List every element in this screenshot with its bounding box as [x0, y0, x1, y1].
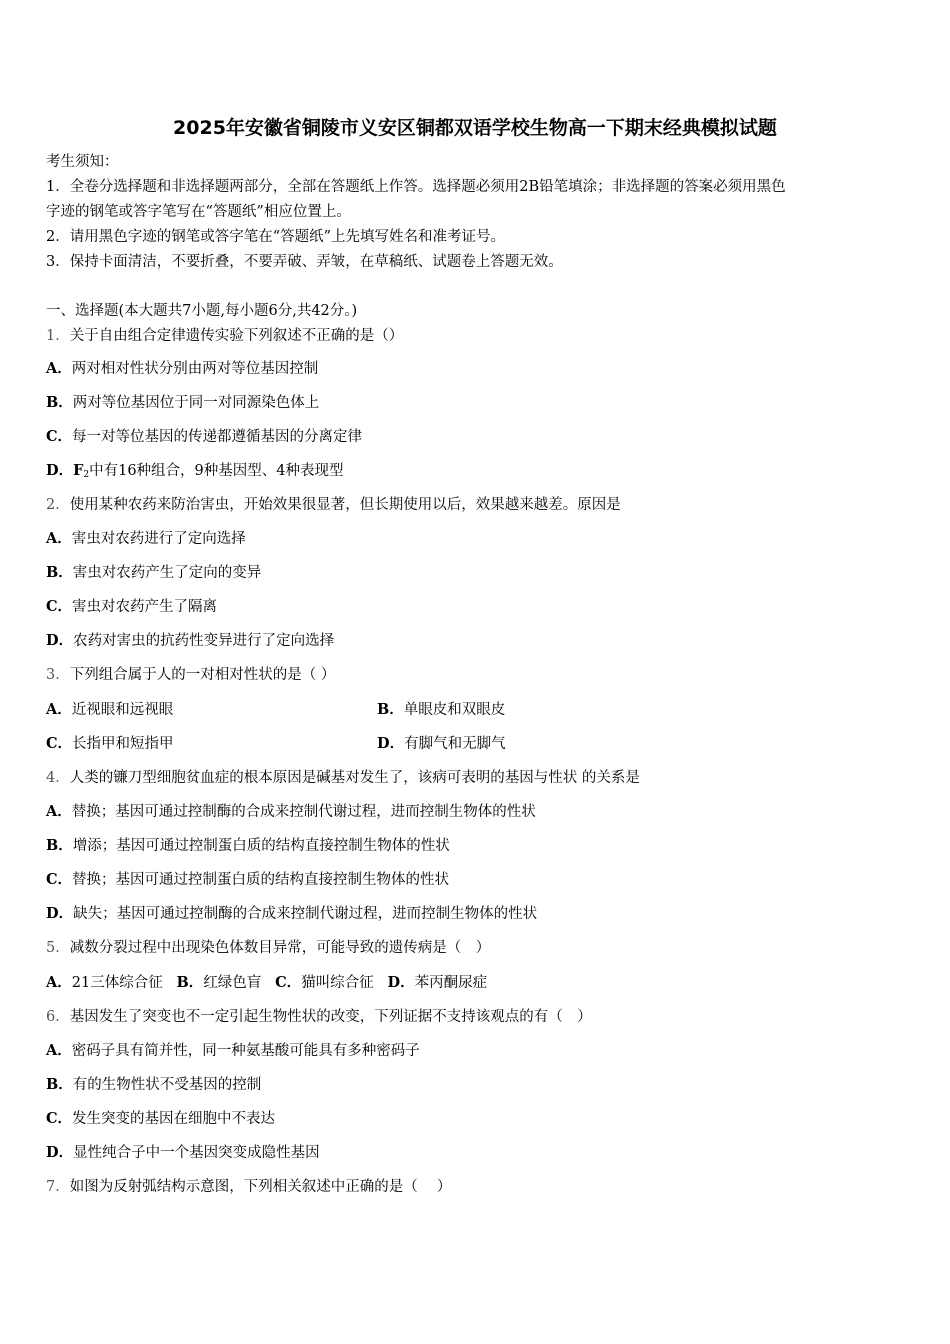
- option-text: 有脚气和无脚气: [404, 736, 506, 752]
- option-text: 发生突变的基因在细胞中不表达: [72, 1111, 276, 1127]
- option: [46, 1143, 320, 1163]
- option-text: 每一对等位基因的传递都遵循基因的分离定律: [72, 429, 363, 445]
- option-text: 苯丙酮尿症: [414, 975, 488, 991]
- question-text: 使用某种农药来防治害虫，开始效果很显著，但长期使用以后，效果越来越差。原因是: [69, 497, 621, 513]
- option-text: 害虫对农药产生了定向的变异: [72, 565, 262, 581]
- option-letter: B．: [46, 394, 73, 411]
- option-text: 21三体综合征: [71, 975, 163, 991]
- question-number: 6．: [46, 1009, 70, 1025]
- option-text: 长指甲和短指甲: [72, 736, 174, 752]
- question-text: 人类的镰刀型细胞贫血症的根本原因是碱基对发生了，该病可表明的基因与性状 的关系是: [69, 770, 640, 786]
- option: [46, 802, 536, 822]
- option-text: 替换；基因可通过控制蛋白质的结构直接控制生物体的性状: [72, 872, 450, 888]
- option-row: [46, 973, 487, 993]
- option-letter: A．: [46, 1042, 72, 1059]
- question-stem: [46, 1007, 592, 1027]
- option-letter: B．: [46, 837, 73, 854]
- option: [46, 1109, 275, 1129]
- option: [46, 631, 334, 651]
- option-letter: D．: [46, 905, 74, 922]
- option-text: 猫叫综合征: [301, 975, 374, 991]
- option-letter: D．: [46, 1144, 74, 1161]
- option-letter: B．: [377, 701, 404, 718]
- option-text: 单眼皮和双眼皮: [403, 702, 506, 718]
- option-text: 两对等位基因位于同一对同源染色体上: [72, 395, 320, 411]
- notice-item: 1．全卷分选择题和非选择题两部分，全部在答题纸上作答。选择题必须用2B铅笔填涂；非选择题的答案必须用黑色: [46, 179, 786, 195]
- option: [46, 870, 449, 890]
- question-number: 7．: [46, 1179, 70, 1195]
- question-number: 5．: [46, 940, 70, 956]
- question-number: 3．: [46, 667, 70, 683]
- option: [46, 461, 344, 485]
- option-letter: A．: [46, 530, 72, 547]
- option-letter: C．: [275, 974, 302, 991]
- option-letter: C．: [46, 735, 73, 752]
- question-text: 下列组合属于人的一对相对性状的是（ ）: [69, 667, 336, 683]
- question-number: 4．: [46, 770, 70, 786]
- notice-item: 2．请用黑色字迹的钢笔或答字笔在“答题纸”上先填写姓名和准考证号。: [46, 229, 506, 245]
- option: [46, 393, 319, 413]
- option-text: 近视眼和远视眼: [71, 702, 174, 718]
- option-text: 害虫对农药产生了隔离: [72, 599, 218, 615]
- question-number: 2．: [46, 497, 70, 513]
- option-text: 有的生物性状不受基因的控制: [72, 1077, 262, 1093]
- option-letter: B．: [46, 1076, 73, 1093]
- option-letter: D．: [46, 632, 74, 649]
- option: [377, 734, 506, 754]
- option-letter: D．: [387, 974, 415, 991]
- notice-heading: 考生须知：: [46, 154, 119, 170]
- question-stem: [46, 665, 335, 685]
- option-letter: B．: [46, 564, 73, 581]
- option-letter: B．: [176, 974, 204, 991]
- option: [46, 529, 246, 549]
- option: [46, 700, 173, 720]
- option-letter: C．: [46, 598, 73, 615]
- option: [46, 734, 174, 754]
- option-text: 显性纯合子中一个基因突变成隐性基因: [73, 1145, 320, 1161]
- question-text: 关于自由组合定律遗传实验下列叙述不正确的是（）: [69, 328, 404, 344]
- question-stem: [46, 1177, 451, 1197]
- question-number: 1．: [46, 328, 70, 344]
- option-letter: C．: [46, 428, 73, 445]
- option-text: 害虫对农药进行了定向选择: [71, 531, 246, 547]
- notice-item: 3．保持卡面清洁，不要折叠，不要弄破、弄皱，在草稿纸、试题卷上答题无效。: [46, 254, 563, 270]
- option: [46, 563, 261, 583]
- option-text: 两对相对性状分别由两对等位基因控制: [71, 361, 319, 377]
- option-text: 增添；基因可通过控制蛋白质的结构直接控制生物体的性状: [72, 838, 450, 854]
- question-text: 基因发生了突变也不一定引起生物性状的改变，下列证据不支持该观点的有（ ）: [69, 1009, 592, 1025]
- question-stem: [46, 495, 621, 515]
- option-letter: A．: [46, 974, 72, 991]
- option-letter: A．: [46, 803, 72, 820]
- option-text: 中有16种组合，9种基因型、4种表现型: [89, 463, 344, 479]
- option: [46, 1075, 261, 1095]
- option-letter: D．: [377, 735, 405, 752]
- option: [46, 597, 217, 617]
- question-text: 如图为反射弧结构示意图，下列相关叙述中正确的是（ ）: [69, 1179, 452, 1195]
- option: [46, 1041, 420, 1061]
- option-text: 红绿色盲: [203, 975, 262, 991]
- option: [46, 359, 318, 379]
- option: [46, 904, 537, 924]
- option: [377, 700, 505, 720]
- option-text: 缺失；基因可通过控制酶的合成来控制代谢过程，进而控制生物体的性状: [73, 906, 538, 922]
- question-stem: [46, 938, 490, 958]
- option: [46, 836, 450, 856]
- option-letter: A．: [46, 360, 72, 377]
- option-text: 替换；基因可通过控制酶的合成来控制代谢过程，进而控制生物体的性状: [71, 804, 536, 820]
- option: [46, 427, 362, 447]
- option-text: 农药对害虫的抗药性变异进行了定向选择: [73, 633, 335, 649]
- question-stem: [46, 768, 640, 788]
- question-text: 减数分裂过程中出现染色体数目异常，可能导致的遗传病是（ ）: [69, 940, 491, 956]
- option-subscript: 2: [83, 470, 90, 480]
- page-title: 2025年安徽省铜陵市义安区铜都双语学校生物高一下期末经典模拟试题: [173, 117, 777, 139]
- option-letter: C．: [46, 1110, 73, 1127]
- question-stem: [46, 326, 403, 346]
- notice-item: 字迹的钢笔或答字笔写在“答题纸”相应位置上。: [46, 204, 351, 220]
- option-letter: A．: [46, 701, 72, 718]
- option-letter: C．: [46, 871, 73, 888]
- section-heading: 一、选择题(本大题共7小题,每小题6分,共42分。): [46, 303, 358, 319]
- option-symbol: F: [73, 462, 84, 479]
- option-letter: D．: [46, 462, 74, 479]
- option-text: 密码子具有简并性，同一种氨基酸可能具有多种密码子: [71, 1043, 420, 1059]
